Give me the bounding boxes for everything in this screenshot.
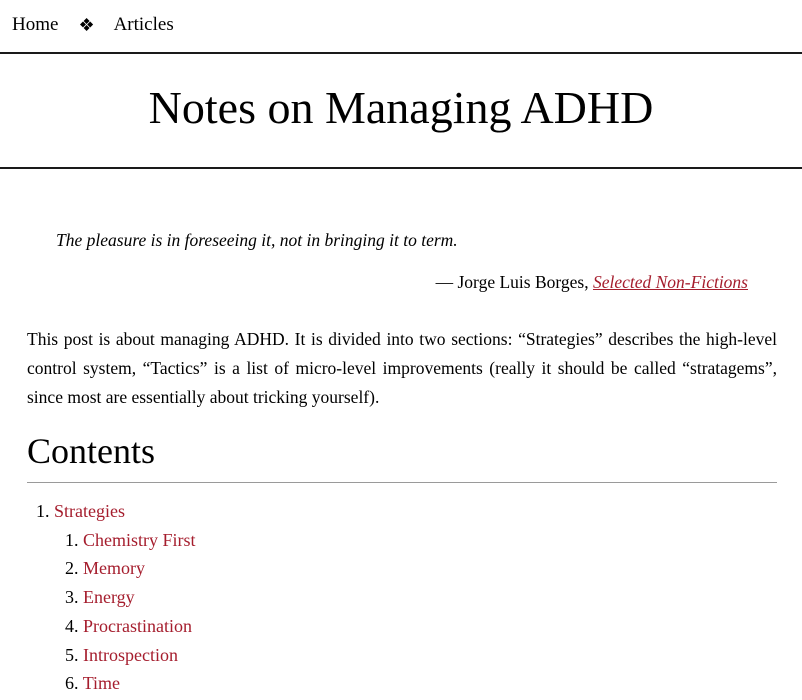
toc-subitem-number: 4. xyxy=(65,615,79,636)
toc-subitem xyxy=(65,612,196,641)
epigraph-author: — Jorge Luis Borges, xyxy=(435,272,593,292)
toc-subitem xyxy=(65,583,196,612)
header-bottom-divider xyxy=(0,167,802,169)
nav-home-link[interactable]: Home xyxy=(12,14,59,35)
epigraph-attribution xyxy=(0,270,748,294)
header-top-divider xyxy=(0,52,802,54)
toc-item-number: 1. xyxy=(36,501,50,521)
toc-link-time[interactable]: Time xyxy=(82,673,121,694)
toc-link-energy[interactable]: Energy xyxy=(83,587,135,608)
toc-subitem xyxy=(65,554,196,583)
contents-heading: Contents xyxy=(27,431,156,471)
nav-articles-link[interactable]: Articles xyxy=(113,14,174,35)
intro-paragraph: This post is about managing ADHD. It is divided into two sections: “Strategies” describes the high-level control system, “Tactics” is a list of micro-level improvements (really it should be called “stratagems”, since most are essentially about tricking yourself). xyxy=(27,329,777,407)
toc-subitem-number: 5. xyxy=(65,644,79,665)
toc-subitem xyxy=(65,641,196,670)
ornament-separator-icon: ❖ xyxy=(78,15,95,35)
toc-link-strategies[interactable]: Strategies xyxy=(54,501,125,521)
toc-subitem xyxy=(65,526,196,555)
page-title: Notes on Managing ADHD xyxy=(148,82,654,133)
table-of-contents xyxy=(36,497,196,698)
toc-sublist-strategies xyxy=(36,526,196,698)
toc-subitem-number: 1. xyxy=(65,529,79,550)
toc-subitem-number: 2. xyxy=(65,558,79,579)
toc-link-chemistry-first[interactable]: Chemistry First xyxy=(83,529,196,550)
top-navigation xyxy=(12,12,174,38)
contents-divider xyxy=(27,482,777,483)
epigraph-quote: The pleasure is in foreseeing it, not in bringing it to term. xyxy=(56,230,458,250)
toc-subitem-number: 6. xyxy=(65,673,79,694)
epigraph-work-link[interactable]: Selected Non-Fictions xyxy=(592,272,748,292)
toc-item-strategies xyxy=(36,497,196,698)
toc-subitem-number: 3. xyxy=(65,587,79,608)
toc-link-procrastination[interactable]: Procrastination xyxy=(83,615,192,636)
toc-link-introspection[interactable]: Introspection xyxy=(83,644,178,665)
toc-link-memory[interactable]: Memory xyxy=(83,558,145,579)
toc-subitem xyxy=(65,669,196,698)
